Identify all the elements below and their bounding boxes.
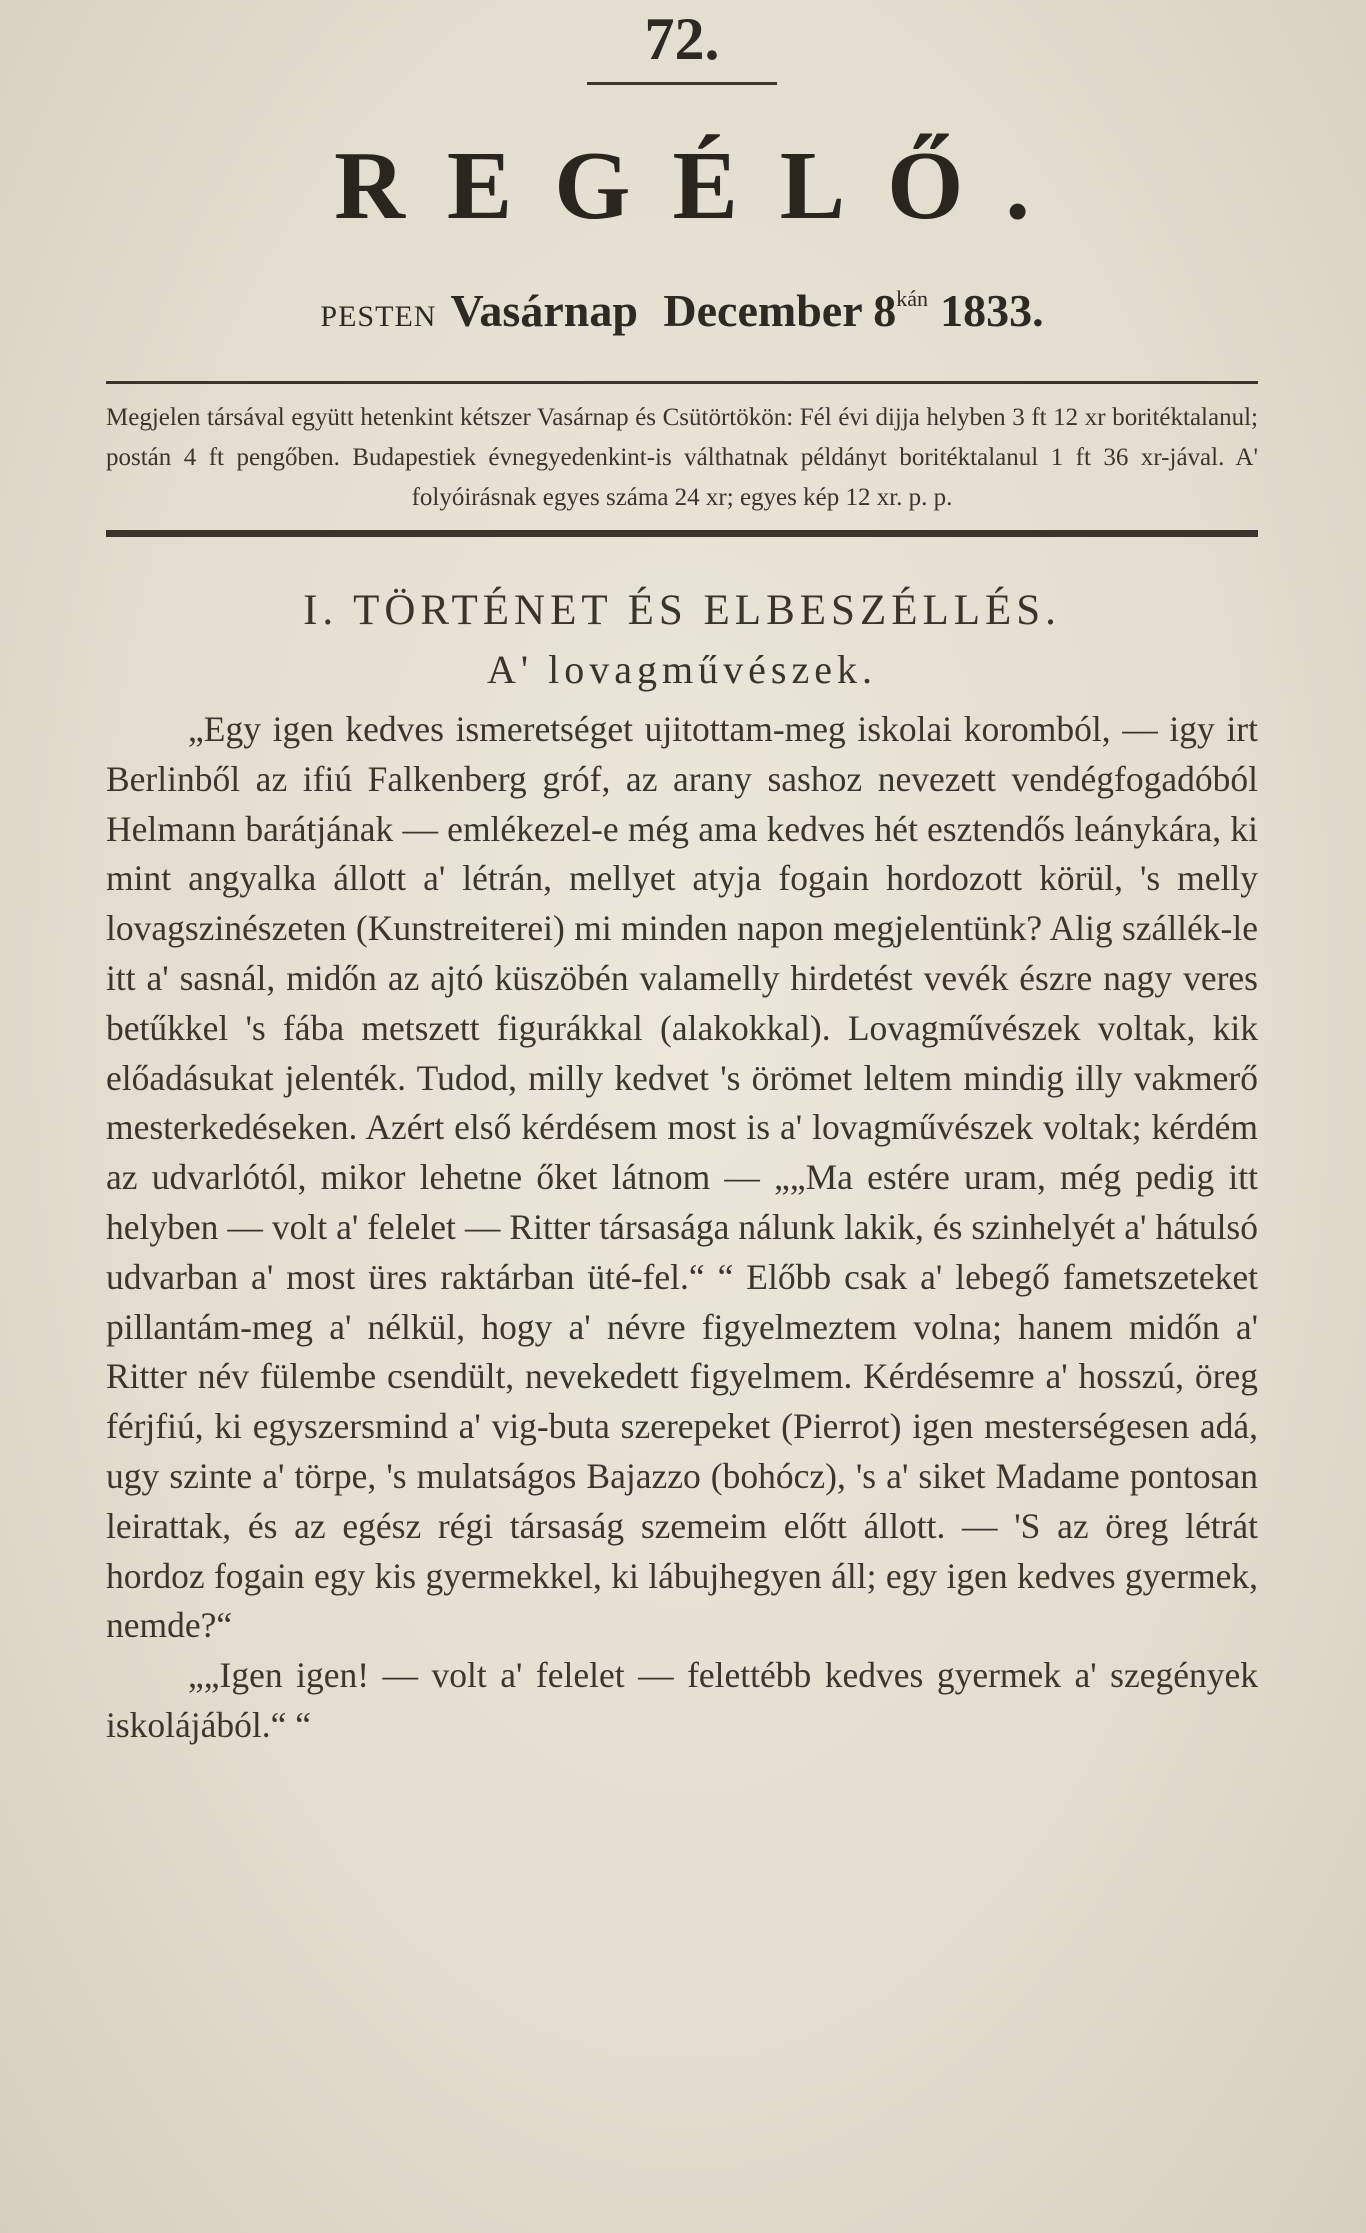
article-paragraph: „Egy igen kedves ismeretséget ujitottam-meg iskolai koromból, — igy irt Berlinből az ifiú Falkenberg gróf, az arany sashoz nevezett vendégfogadóból Helmann barátjának — emlékezel-e még ama kedves hét esztendős leánykára, ki mint angyalka állott a' létrán, mellyet atyja fogain hordozott körül, 's melly lovagszinészeten (Kunstreiterei) mi minden napon megjelentünk? Alig szállék-le itt a' sasnál, midőn az ajtó küszöbén valamelly hirdetést vevék észre nagy veres betűkkel 's fába metszett figurákkal (alakokkal). Lovagművészek voltak, kik előadásukat jelenték. Tudod, milly kedvet 's örömet leltem mindig illy vakmerő mesterkedéseken. Azért első kérdésem most is a' lovagművészek voltak; kérdém az udvarlótól, mikor lehetne őket látnom — „„Ma estére uram, még pedig itt helyben — volt a' felelet — Ritter társasága nálunk lakik, és szinhelyét a' hátulsó udvarban a' most üres raktárban üté-fel.“ “ Előbb csak a' lebegő fametszeteket pillantám-meg a' nélkül, hogy a' névre figyelmeztem volna; hanem midőn a' Ritter név fülembe csendült, nevekedett figyelmem. Kérdésemre a' hosszú, öreg férjfiú, ki egyszersmind a' vig-buta szerepeket (Pierrot) igen mesterségesen adá, ugy szinte a' törpe, 's mulatságos Bajazzo (bohócz), 's a' siket Madame pontosan leirattak, és az egész régi társaság szemeim előtt állott. — 'S az öreg létrát hordoz fogain egy kis gyermekkel, ki lábujhegyen áll; egy igen kedves gyermek, nemde?“ xyxy=(106,709,1258,1646)
dateline-city: PESTEN xyxy=(320,300,437,333)
subscription-divider xyxy=(106,530,1258,537)
header-divider xyxy=(106,381,1258,384)
dateline-day-suffix: kán xyxy=(896,286,929,311)
subscription-note: Megjelen társával együtt hetenkint kétszer Vasárnap és Csütörtökön: Fél évi dijja helyben 3 ft 12 xr boritéktalanul; postán 4 ft pengőben. Budapestiek évnegyedenkint-is válthatnak példányt boritéktalanul 1 ft 36 xr-jával. A' folyóirásnak egyes száma 24 xr; egyes kép 12 xr. p. p. xyxy=(106,404,1258,511)
dateline-month: December xyxy=(663,285,862,336)
dateline xyxy=(106,271,1258,345)
masthead-title: REGÉLŐ. xyxy=(334,132,1072,240)
issue-underline xyxy=(587,82,777,85)
dateline-year: 1833. xyxy=(940,285,1044,336)
dateline-day: 8 xyxy=(873,285,897,336)
dateline-weekday: Vasárnap xyxy=(450,285,638,336)
story-title: A' lovagművészek. xyxy=(487,647,877,692)
issue-number: 72. xyxy=(644,6,720,72)
article-body xyxy=(106,705,1258,1751)
section-heading: I. TÖRTÉNET ÉS ELBESZÉLLÉS. xyxy=(303,587,1061,634)
article-paragraph: „„Igen igen! — volt a' felelet — felettébb kedves gyermek a' szegények iskolájából.“ “ xyxy=(106,1655,1258,1745)
